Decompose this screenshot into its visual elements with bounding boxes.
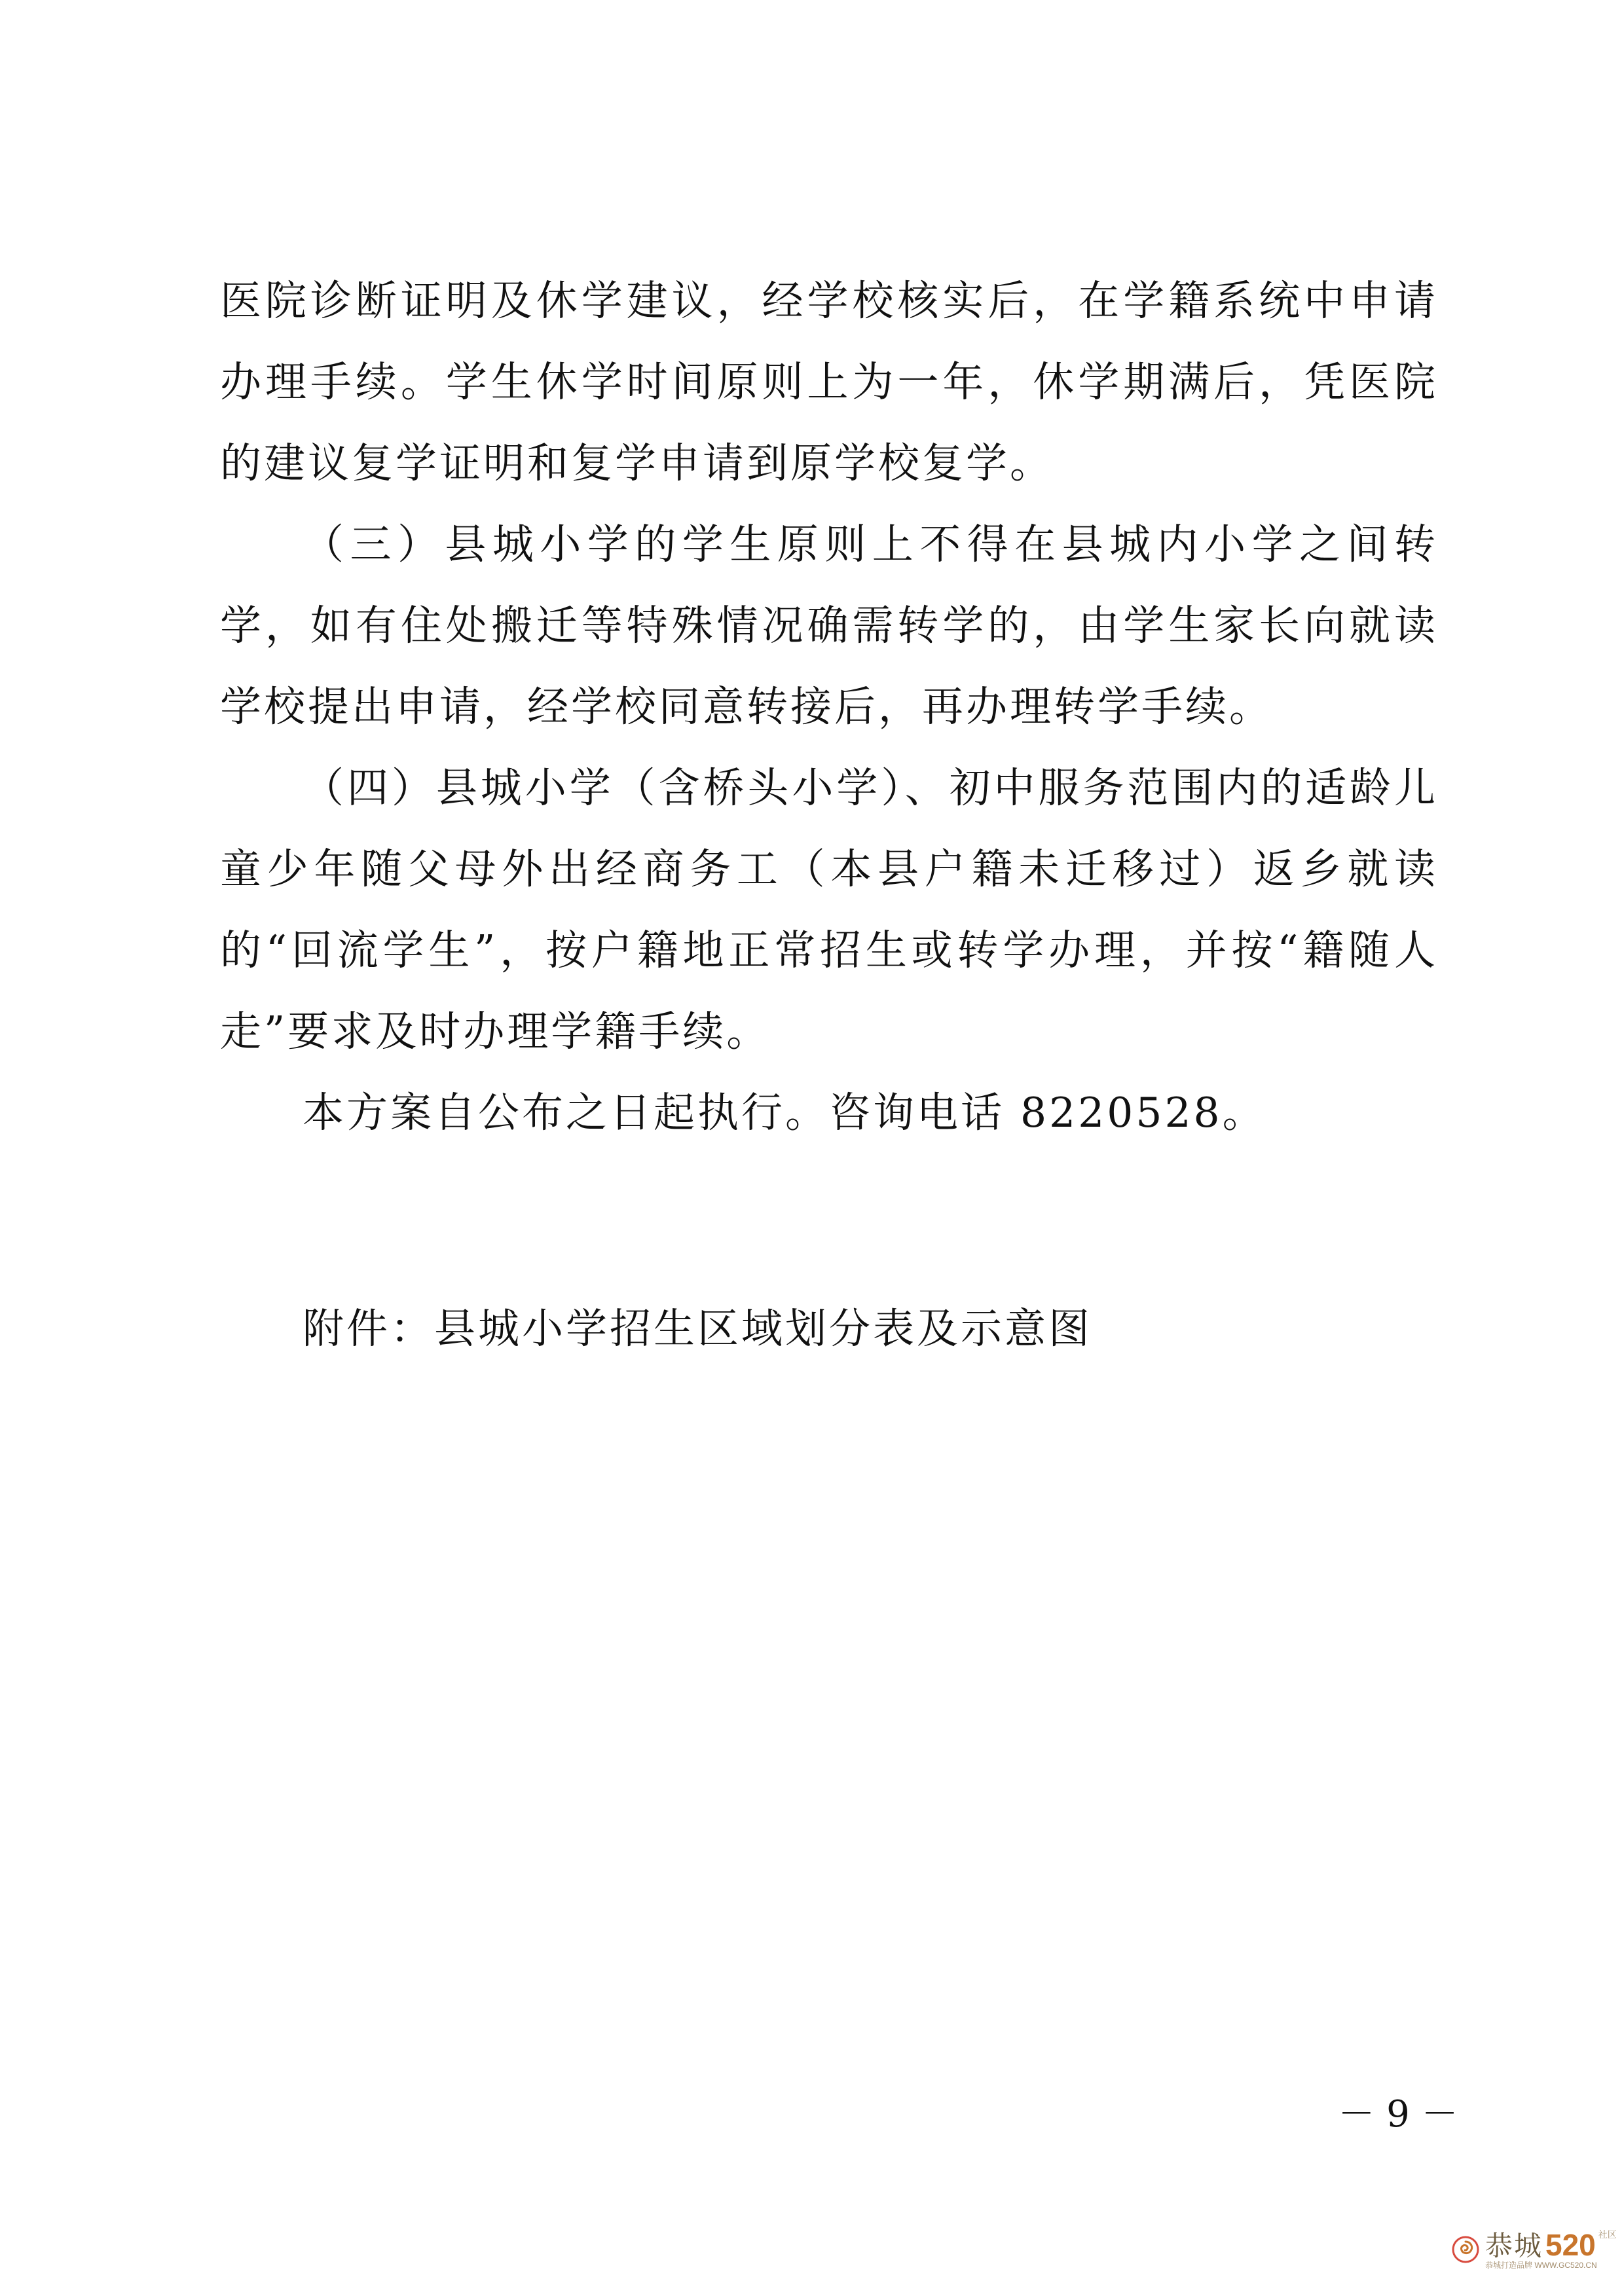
site-watermark xyxy=(1451,2213,1615,2286)
document-body xyxy=(220,261,1438,1154)
page-number: － 9 － xyxy=(1338,2093,1458,2136)
watermark-brand xyxy=(1485,2230,1617,2260)
watermark-text xyxy=(1485,2230,1617,2269)
watermark-brand-suffix: 社区 xyxy=(1598,2229,1617,2240)
watermark-brand-cn: 恭城 xyxy=(1485,2230,1543,2262)
paragraph-2: （三）县城小学的学生原则上不得在县城内小学之间转学，如有住处搬迁等特殊情况确需转学的，由学生家长向就读学校提出申请，经学校同意转接后，再办理转学手续。 xyxy=(220,520,1438,731)
paragraph-4: 本方案自公布之日起执行。咨询电话 8220528。 xyxy=(303,1089,1266,1137)
paragraph-1: 医院诊断证明及休学建议，经学校核实后，在学籍系统中申请办理手续。学生休学时间原则上为一年，休学期满后，凭医院的建议复学证明和复学申请到原学校复学。 xyxy=(220,277,1438,487)
spiral-logo-icon xyxy=(1451,2235,1480,2264)
watermark-subtitle: 恭城打造品牌 WWW.GC520.CN xyxy=(1485,2261,1597,2270)
watermark-brand-number: 520 xyxy=(1545,2228,1596,2262)
paragraph-3: （四）县城小学（含桥头小学）、初中服务范围内的适龄儿童少年随父母外出经商务工（本县户籍未迁移过）返乡就读的“回流学生”，按户籍地正常招生或转学办理，并按“籍随人走”要求及时办理学籍手续。 xyxy=(220,764,1438,1055)
attachment-line: 附件：县城小学招生区域划分表及示意图 xyxy=(303,1305,1092,1353)
